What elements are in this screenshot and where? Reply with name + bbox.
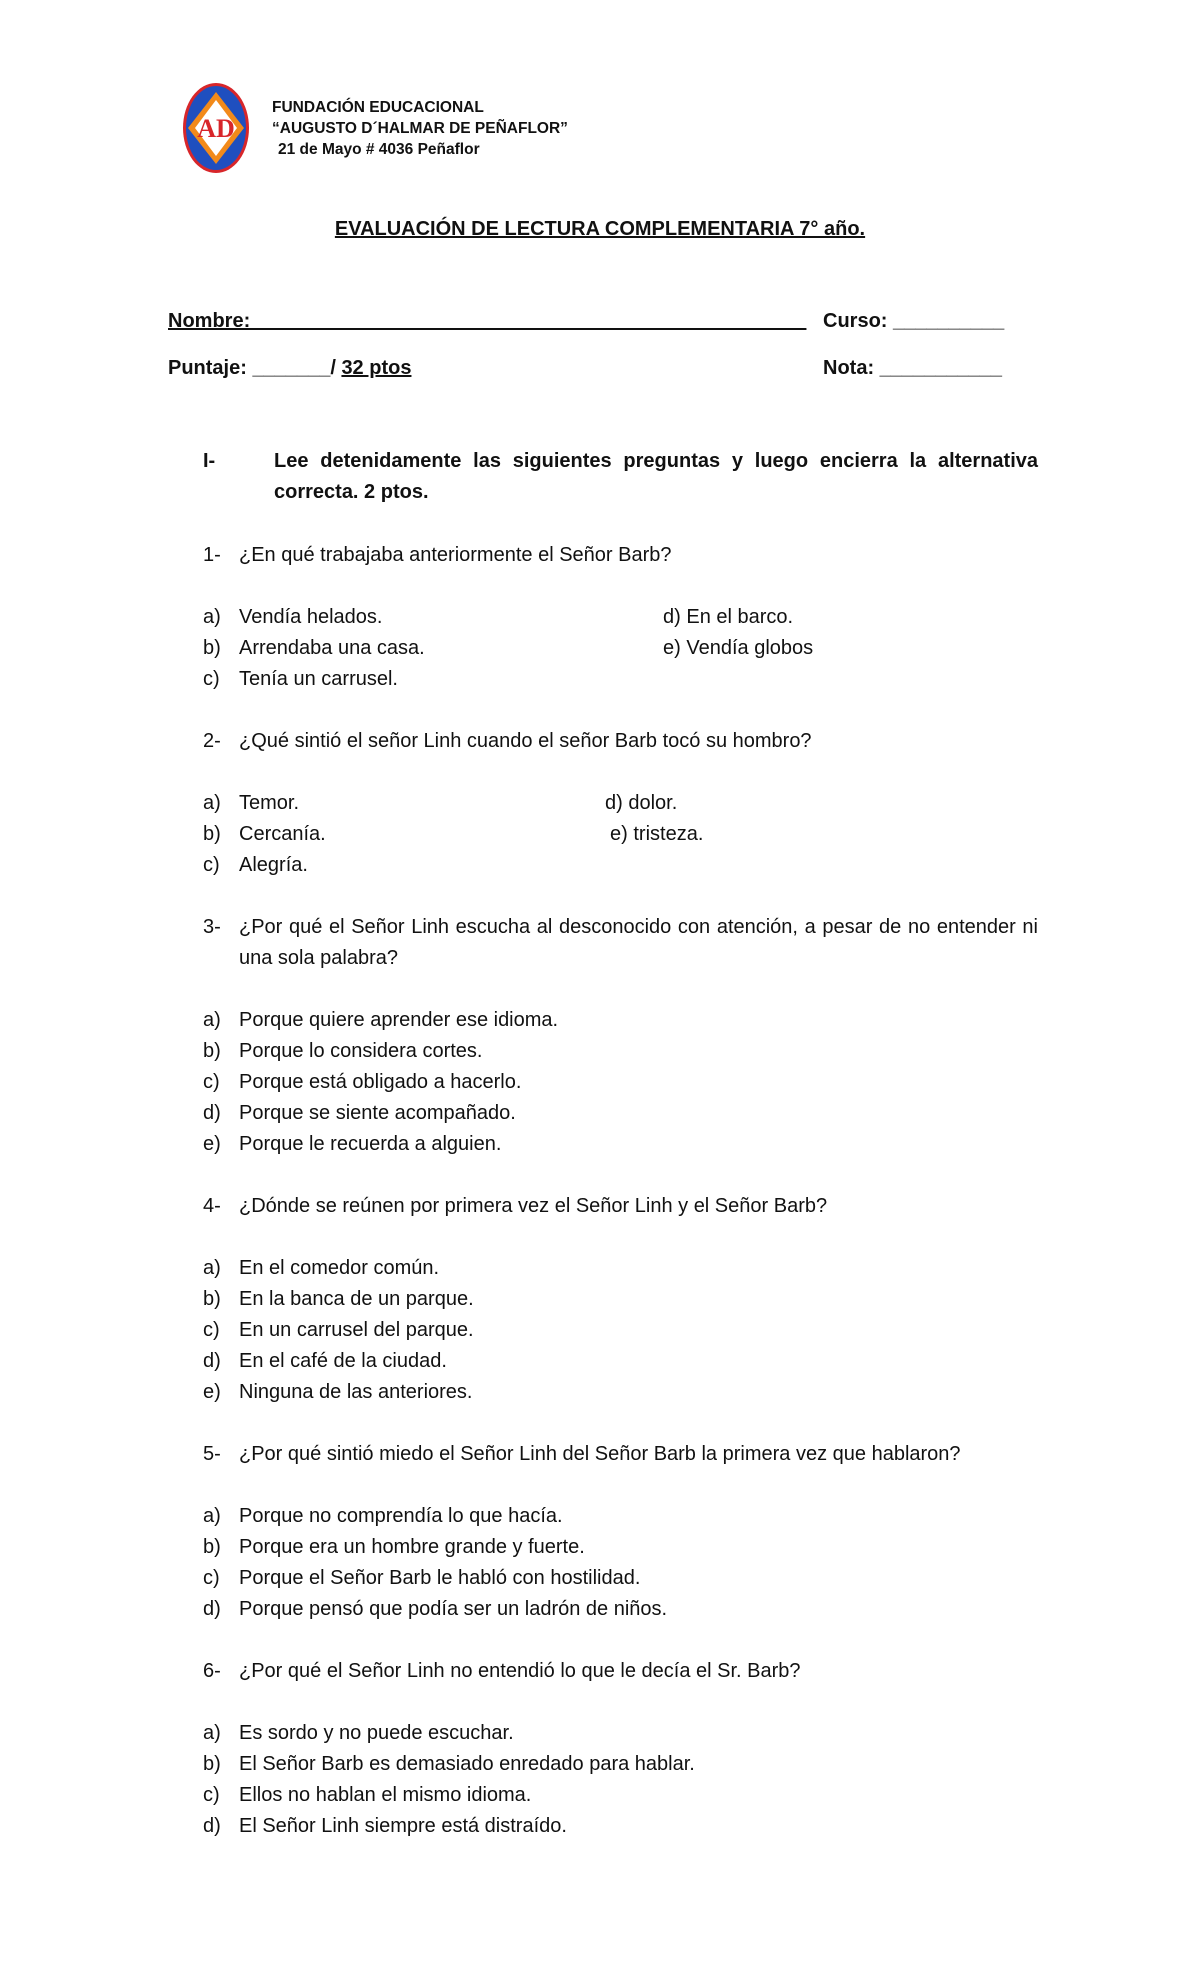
section-instructions: I- Lee detenidamente las siguientes preguntas y luego encierra la alternativa correcta. 2 ptos. (203, 450, 1038, 503)
q4-option-c[interactable]: c) En un carrusel del parque. (203, 1319, 474, 1341)
q3-option-e[interactable]: e) Porque le recuerda a alguien. (203, 1133, 502, 1155)
q6-option-a[interactable]: a) Es sordo y no puede escuchar. (203, 1722, 514, 1744)
question-1: 1- ¿En qué trabajaba anteriormente el Señor Barb? (203, 544, 672, 566)
q2-option-e[interactable]: e) tristeza. (610, 823, 704, 845)
nombre-field[interactable]: Nombre:__________________________________________________ (168, 310, 807, 332)
q6-option-b[interactable]: b) El Señor Barb es demasiado enredado para hablar. (203, 1753, 695, 1775)
svg-text:AD: AD (197, 114, 235, 143)
q5-option-b[interactable]: b) Porque era un hombre grande y fuerte. (203, 1536, 585, 1558)
q4-option-e[interactable]: e) Ninguna de las anteriores. (203, 1381, 473, 1403)
q2-option-c[interactable]: c) Alegría. (203, 854, 308, 876)
q5-option-a[interactable]: a) Porque no comprendía lo que hacía. (203, 1505, 563, 1527)
curso-field[interactable]: Curso: __________ (823, 310, 1005, 332)
q2-option-d[interactable]: d) dolor. (605, 792, 678, 814)
q2-option-b[interactable]: b) Cercanía. (203, 823, 326, 845)
school-header (182, 82, 568, 174)
q3-option-d[interactable]: d) Porque se siente acompañado. (203, 1102, 516, 1124)
q4-option-a[interactable]: a) En el comedor común. (203, 1257, 440, 1279)
question-3: 3- ¿Por qué el Señor Linh escucha al desconocido con atención, a pesar de no entender ni una sola palabra? (203, 916, 1038, 969)
q6-option-d[interactable]: d) El Señor Linh siempre está distraído. (203, 1815, 567, 1837)
nota-field[interactable]: Nota: ___________ (823, 357, 1003, 379)
q3-option-c[interactable]: c) Porque está obligado a hacerlo. (203, 1071, 522, 1093)
q2-option-a[interactable]: a) Temor. (203, 792, 300, 814)
institution-name: FUNDACIÓN EDUCACIONAL (272, 98, 484, 116)
q1-option-a[interactable]: a) Vendía helados. (203, 606, 383, 628)
q6-option-c[interactable]: c) Ellos no hablan el mismo idioma. (203, 1784, 532, 1806)
q1-option-e[interactable]: e) Vendía globos (663, 637, 814, 659)
question-2: 2- ¿Qué sintió el señor Linh cuando el señor Barb tocó su hombro? (203, 730, 812, 752)
question-5: 5- ¿Por qué sintió miedo el Señor Linh del Señor Barb la primera vez que hablaron? (203, 1443, 961, 1465)
q5-option-c[interactable]: c) Porque el Señor Barb le habló con hostilidad. (203, 1567, 641, 1589)
q3-option-a[interactable]: a) Porque quiere aprender ese idioma. (203, 1009, 559, 1031)
q3-option-b[interactable]: b) Porque lo considera cortes. (203, 1040, 483, 1062)
school-logo (182, 82, 250, 174)
puntaje-field[interactable]: Puntaje: _______/ 32 ptos (168, 357, 412, 379)
q1-option-c[interactable]: c) Tenía un carrusel. (203, 668, 398, 690)
q1-option-d[interactable]: d) En el barco. (663, 606, 794, 628)
q1-option-b[interactable]: b) Arrendaba una casa. (203, 637, 425, 659)
institution-address: 21 de Mayo # 4036 Peñaflor (278, 140, 480, 158)
q5-option-d[interactable]: d) Porque pensó que podía ser un ladrón de niños. (203, 1598, 668, 1620)
puntaje-total: 32 ptos (341, 357, 412, 379)
q4-option-b[interactable]: b) En la banca de un parque. (203, 1288, 474, 1310)
q4-option-d[interactable]: d) En el café de la ciudad. (203, 1350, 447, 1372)
question-4: 4- ¿Dónde se reúnen por primera vez el Señor Linh y el Señor Barb? (203, 1195, 828, 1217)
page-title: EVALUACIÓN DE LECTURA COMPLEMENTARIA 7° año. (334, 218, 866, 240)
institution-subtitle: “AUGUSTO D´HALMAR DE PEÑAFLOR” (272, 119, 568, 137)
question-6: 6- ¿Por qué el Señor Linh no entendió lo que le decía el Sr. Barb? (203, 1660, 801, 1682)
